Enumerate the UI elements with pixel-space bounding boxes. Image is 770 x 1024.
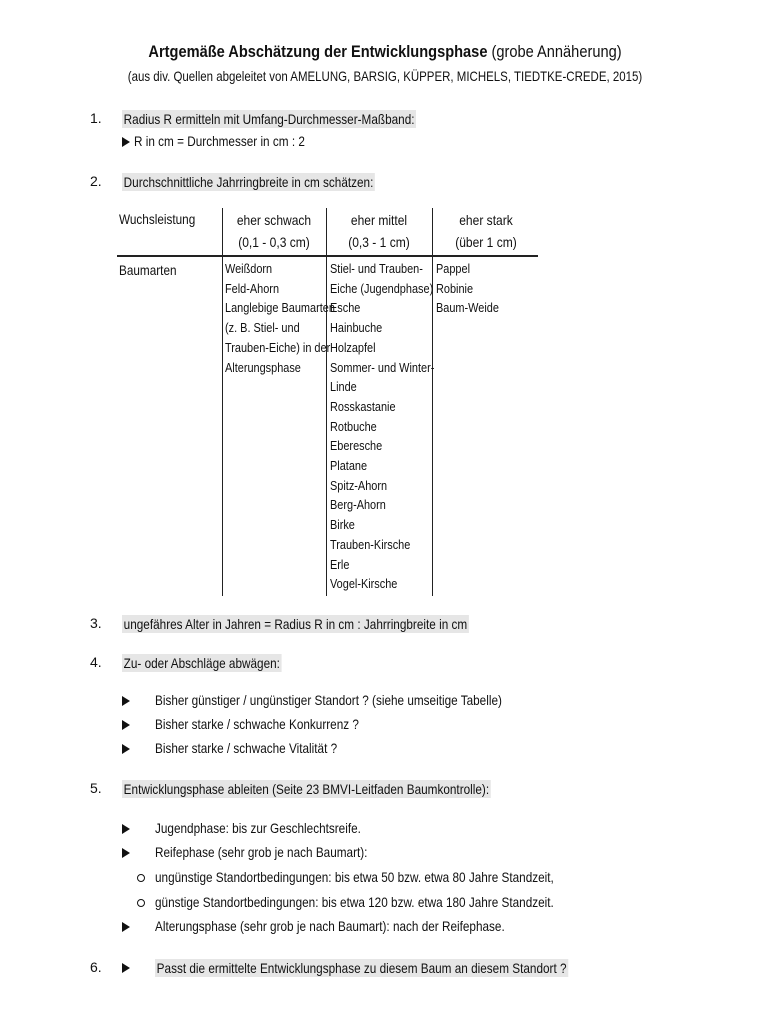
step6-text <box>122 959 567 976</box>
triangle-bullet-icon <box>122 922 130 932</box>
list-item: Rotbuche <box>330 418 377 434</box>
list-item: Eiche (Jugendphase) <box>330 280 434 296</box>
baumarten-label: Baumarten <box>119 262 177 278</box>
table-row-header <box>119 211 210 227</box>
list-item: Berg-Ahorn <box>330 497 386 513</box>
bullet-text: Bisher günstiger / ungünstiger Standort ? (siehe umseitige Tabelle) <box>155 692 502 708</box>
bullet-text: Reifephase (sehr grob je nach Baumart): <box>155 844 368 860</box>
step4-bullet <box>122 740 338 756</box>
col-stark-range: (über 1 cm) <box>455 234 517 250</box>
list-item: Birke <box>330 517 355 533</box>
circle-bullet-icon <box>137 899 145 907</box>
step5-bullet <box>122 844 368 860</box>
triangle-bullet-icon <box>122 963 130 973</box>
subbullet-text: günstige Standortbedingungen: bis etwa 120 bzw. etwa 180 Jahre Standzeit. <box>155 894 554 910</box>
page-title <box>54 42 716 62</box>
triangle-bullet-icon <box>122 824 130 834</box>
table-divider <box>222 208 223 596</box>
step4-bullet <box>122 716 359 732</box>
step5-bullet <box>122 918 505 934</box>
step5-subbullet <box>137 894 554 910</box>
subbullet-text: ungünstige Standortbedingungen: bis etwa 50 bzw. etwa 80 Jahre Standzeit, <box>155 869 554 885</box>
triangle-bullet-icon <box>122 137 130 147</box>
step1-sub-text: R in cm = Durchmesser in cm : 2 <box>133 133 305 149</box>
step2-text <box>122 173 423 191</box>
col-stark-title: eher stark <box>459 212 513 228</box>
list-item: Platane <box>330 458 368 474</box>
bullet-text: Bisher starke / schwache Konkurrenz ? <box>155 716 359 732</box>
column-header-schwach <box>222 209 326 253</box>
list-item: Eberesche <box>330 438 383 454</box>
step1-sub <box>122 133 337 149</box>
step3-label: ungefähres Alter in Jahren = Radius R in cm : Jahrringbreite in cm <box>123 616 468 632</box>
circle-bullet-icon <box>137 874 145 882</box>
list-item: Robinie <box>436 280 474 296</box>
step5-bullet <box>122 820 361 836</box>
bullet-text: Jugendphase: bis zur Geschlechtsreife. <box>155 820 361 836</box>
col-schwach-title: eher schwach <box>236 212 312 228</box>
table-row-label <box>119 262 187 278</box>
bullet-text: Alterungsphase (sehr grob je nach Baumart): nach der Reifephase. <box>155 918 505 934</box>
list-item: Rosskastanie <box>330 398 396 414</box>
list-item: Spitz-Ahorn <box>330 477 388 493</box>
step6-number: 6. <box>90 959 102 975</box>
list-item: (z. B. Stiel- und <box>225 320 300 336</box>
list-item: Holzapfel <box>330 339 376 355</box>
step5-subbullet <box>137 869 554 885</box>
step6-label: Passt die ermittelte Entwicklungsphase zu diesem Baum an diesem Standort ? <box>156 960 567 976</box>
step4-label: Zu- oder Abschläge abwägen: <box>123 655 280 671</box>
triangle-bullet-icon <box>122 848 130 858</box>
list-item: Sommer- und Winter- <box>330 359 435 375</box>
list-item: Hainbuche <box>330 320 383 336</box>
list-item: Pappel <box>436 261 471 276</box>
list-item: Alterungsphase <box>225 359 301 375</box>
col-mittel-range: (0,3 - 1 cm) <box>348 234 410 250</box>
step2-number: 2. <box>90 173 102 189</box>
list-item: Baum-Weide <box>436 300 499 316</box>
triangle-bullet-icon <box>122 744 130 754</box>
col-mittel-title: eher mittel <box>350 212 408 228</box>
title-rest: (grobe Annäherung) <box>487 42 622 61</box>
step4-bullet <box>122 692 502 708</box>
column-header-stark <box>434 209 538 253</box>
bullet-text: Bisher starke / schwache Vitalität ? <box>155 740 338 756</box>
list-item: Langlebige Baumarten <box>225 300 335 316</box>
step3-text <box>122 615 535 633</box>
list-item: Weißdorn <box>225 261 273 276</box>
column-header-mittel <box>326 209 432 253</box>
triangle-bullet-icon <box>122 720 130 730</box>
list-item: Esche <box>330 300 361 316</box>
triangle-bullet-icon <box>122 696 130 706</box>
step2-label: Durchschnittliche Jahrringbreite in cm schätzen: <box>123 174 374 190</box>
column-stark-list <box>436 259 511 318</box>
step1-number: 1. <box>90 110 102 126</box>
title-bold: Artgemäße Abschätzung der Entwicklungsphase <box>148 42 488 61</box>
col-schwach-range: (0,1 - 0,3 cm) <box>238 234 310 250</box>
step5-label: Entwicklungsphase ableiten (Seite 23 BMVI-Leitfaden Baumkontrolle): <box>123 781 490 797</box>
step5-text <box>122 780 561 798</box>
list-item: Stiel- und Trauben- <box>330 261 423 276</box>
step5-number: 5. <box>90 780 102 796</box>
list-item: Erle <box>330 556 350 572</box>
list-item: Linde <box>330 379 357 395</box>
list-item: Trauben-Eiche) in der <box>225 339 331 355</box>
table-header-rule <box>117 255 538 257</box>
step1-label: Radius R ermitteln mit Umfang-Durchmesser-Maßband: <box>123 111 415 127</box>
wuchsleistung-label: Wuchsleistung <box>119 211 196 227</box>
page-subtitle: (aus div. Quellen abgeleitet von AMELUNG, BARSIG, KÜPPER, MICHELS, TIEDTKE-CREDE, 2015) <box>127 68 643 84</box>
list-item: Vogel-Kirsche <box>330 576 398 592</box>
list-item: Trauben-Kirsche <box>330 536 411 552</box>
step4-number: 4. <box>90 654 102 670</box>
list-item: Feld-Ahorn <box>225 280 280 296</box>
step4-text <box>122 654 312 672</box>
step3-number: 3. <box>90 615 102 631</box>
step1-text <box>122 110 472 128</box>
